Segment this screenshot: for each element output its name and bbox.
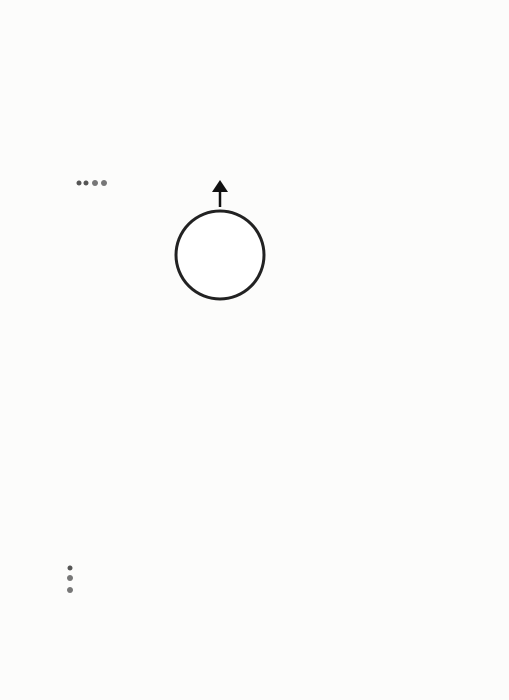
text-column-mid-right: [264, 328, 479, 336]
bead-legend: [77, 180, 108, 186]
bead-legend: [67, 566, 73, 594]
text-column-mid-left: [37, 331, 248, 339]
beading-diagram-top: [0, 0, 509, 310]
arrow-up-icon: [212, 180, 228, 207]
magnifier-detail: [176, 211, 264, 299]
